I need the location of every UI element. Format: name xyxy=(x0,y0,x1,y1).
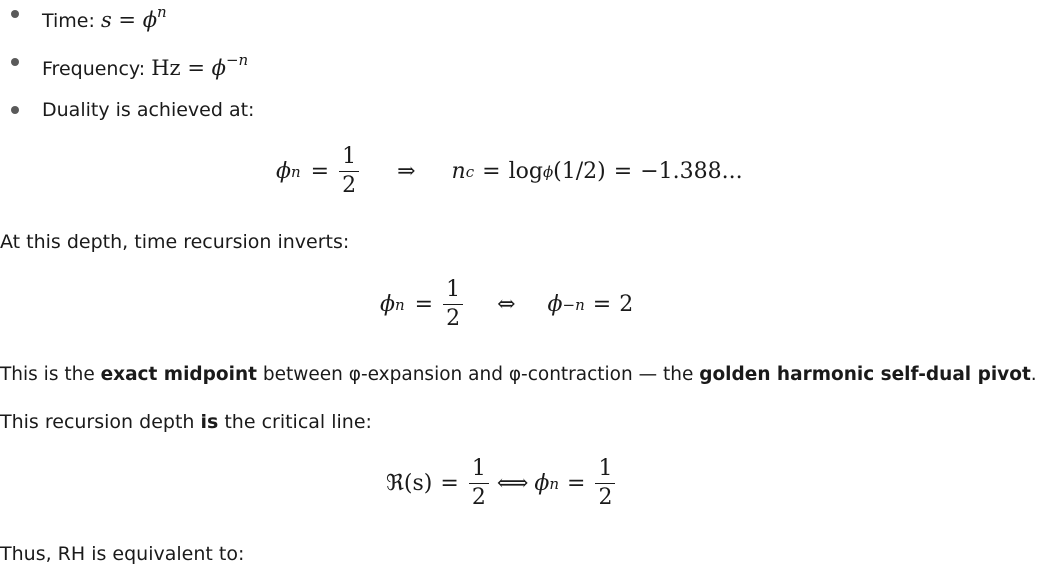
bullet-dot xyxy=(11,106,19,114)
fraction-numerator: 1 xyxy=(469,458,489,484)
math-base: ϕ xyxy=(211,56,226,80)
fraction-denominator: 2 xyxy=(446,306,461,331)
fraction-half xyxy=(339,146,359,197)
bullet-label: Frequency: xyxy=(42,58,146,80)
math-eq: = xyxy=(187,56,205,80)
math-eq: = xyxy=(482,159,501,184)
math-exp: n xyxy=(395,295,405,314)
math-real-part: ℜ xyxy=(386,471,404,496)
math-arg: (s) xyxy=(403,471,433,496)
fraction-half xyxy=(443,279,463,330)
math-exp: n xyxy=(549,474,560,493)
math-exp: −n xyxy=(225,51,249,69)
math-eq: = xyxy=(592,292,612,317)
fraction-numerator: 1 xyxy=(443,279,463,305)
text-part: between φ-expansion and φ-contraction — the xyxy=(256,364,700,385)
math-eq: = xyxy=(440,471,459,496)
fraction-denominator: 2 xyxy=(598,485,613,510)
text-emphasis: is xyxy=(200,411,219,433)
math-base: ϕ xyxy=(142,8,158,32)
math-log: log xyxy=(508,159,543,184)
time-formula xyxy=(100,3,167,32)
math-exp: n xyxy=(157,3,167,21)
equation-inversion xyxy=(380,279,633,330)
bullet-frequency xyxy=(42,53,248,79)
math-eq: = xyxy=(613,159,633,184)
math-var: n xyxy=(451,159,466,184)
text-emphasis: exact midpoint xyxy=(100,364,257,385)
bullet-label: Duality is achieved at: xyxy=(42,99,255,121)
math-base: ϕ xyxy=(547,292,563,317)
math-base: ϕ xyxy=(534,471,550,496)
bullet-dot xyxy=(11,58,19,66)
equation-duality xyxy=(276,146,743,197)
fraction-numerator: 1 xyxy=(595,458,615,484)
fraction-half xyxy=(595,458,615,509)
math-base: ϕ xyxy=(276,159,291,184)
text-part: the critical line: xyxy=(218,411,372,433)
math-value: −1.388... xyxy=(640,159,743,184)
math-eq: = xyxy=(414,292,434,317)
math-eq: = xyxy=(118,8,137,32)
text-part: This is the xyxy=(0,364,101,385)
math-base: ϕ xyxy=(380,292,395,317)
math-value: 2 xyxy=(619,292,634,317)
math-sub: c xyxy=(465,162,475,181)
bullet-dot xyxy=(11,10,19,18)
text-midpoint xyxy=(0,366,1037,385)
math-exp: −n xyxy=(562,295,585,314)
fraction-denominator: 2 xyxy=(471,485,486,510)
math-eq: = xyxy=(567,471,586,496)
math-log-base: ϕ xyxy=(542,162,554,181)
fraction-denominator: 2 xyxy=(342,173,357,198)
frequency-formula xyxy=(151,51,249,80)
text-emphasis: golden harmonic self-dual pivot xyxy=(699,364,1031,385)
text-part: This recursion depth xyxy=(0,411,201,433)
math-exp: n xyxy=(291,162,301,181)
equation-critical xyxy=(386,458,617,509)
text-thus: Thus, RH is equivalent to: xyxy=(0,543,245,565)
iff-long-arrow: ⟺ xyxy=(496,471,529,496)
bullet-label: Time: xyxy=(42,10,95,32)
fraction-numerator: 1 xyxy=(339,146,359,172)
math-var: s xyxy=(100,8,112,32)
text-part: . xyxy=(1030,364,1037,385)
implies-arrow: ⇒ xyxy=(397,159,416,184)
math-log-arg: (1/2) xyxy=(553,159,606,184)
math-unit: Hz xyxy=(151,56,181,80)
bullet-time xyxy=(42,5,167,31)
fraction-half xyxy=(469,458,489,509)
bullet-duality xyxy=(42,101,254,120)
text-depth: At this depth, time recursion inverts: xyxy=(0,231,350,253)
text-critical-line xyxy=(0,413,372,432)
iff-arrow: ⇔ xyxy=(497,292,516,317)
math-eq: = xyxy=(310,159,330,184)
